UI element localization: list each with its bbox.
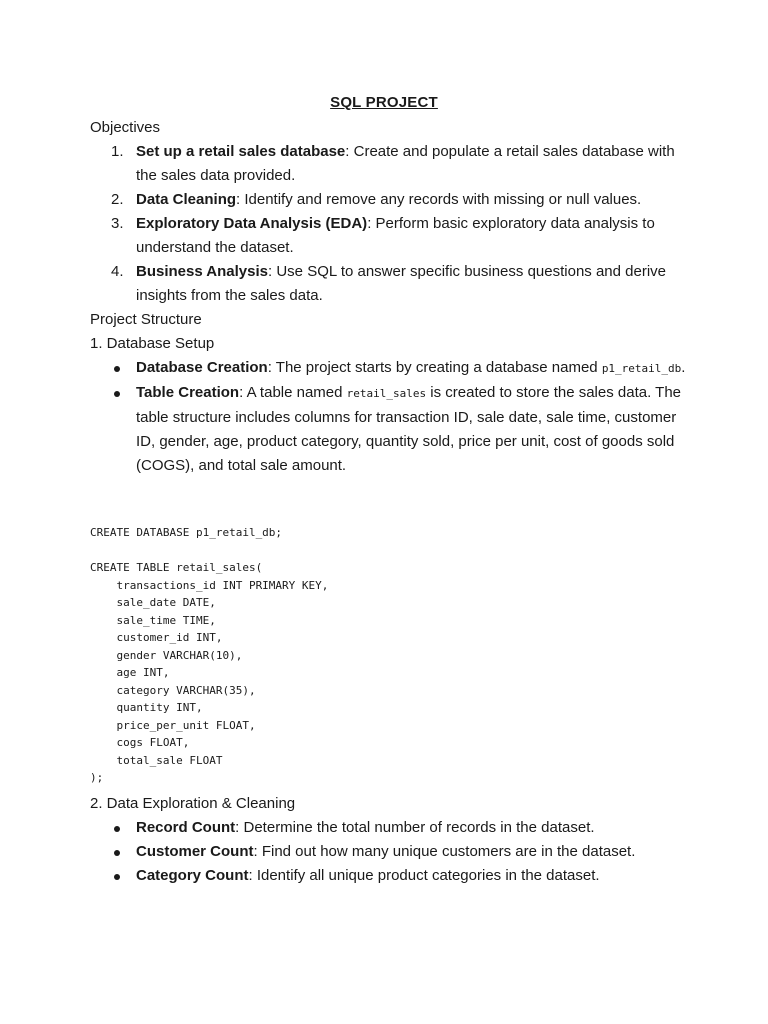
- inline-code: p1_retail_db: [601, 362, 682, 375]
- bullet-title: Table Creation: [136, 384, 240, 401]
- database-setup-list: [90, 356, 690, 478]
- objective-title: Exploratory Data Analysis (EDA): [136, 215, 368, 232]
- bullet-text: .: [681, 359, 686, 376]
- objective-text: : Identify and remove any records with missing or null values.: [236, 191, 642, 208]
- bullet-title: Customer Count: [136, 843, 254, 860]
- page-title: SQL PROJECT: [330, 94, 438, 111]
- bullet-icon: [114, 826, 120, 832]
- data-exploration-heading: 2. Data Exploration & Cleaning: [90, 795, 296, 812]
- project-structure-heading: Project Structure: [90, 311, 202, 328]
- bullet-item: [90, 356, 690, 381]
- objective-title: Set up a retail sales database: [136, 143, 346, 160]
- objective-title: Data Cleaning: [136, 191, 237, 208]
- bullet-text: : Determine the total number of records in the dataset.: [235, 819, 595, 836]
- list-number: 1.: [111, 143, 124, 160]
- sql-code-block: CREATE DATABASE p1_retail_db; CREATE TABLE retail_sales( transactions_id INT PRIMARY KEY, sale_date DATE, sale_time TIME, customer_id INT, gender VARCHAR(10), age INT, category VARCHAR(35), quantity INT, price_per_unit FLOAT, cogs FLOAT, total_sale FLOAT );: [90, 526, 329, 784]
- list-number: 3.: [111, 215, 124, 232]
- list-number: 2.: [111, 191, 124, 208]
- bullet-text: is created to store the sales data. The table structure includes columns for transaction ID, sale date, sale time, customer ID, gender, age, product category, quantity sold, price per unit, cost of goods sold (COGS), and total sale amount.: [136, 384, 682, 474]
- bullet-item: [90, 864, 690, 888]
- objective-text: : Create and populate a retail sales database with the sales data provided.: [136, 143, 675, 184]
- objective-item: [90, 260, 690, 308]
- bullet-title: Category Count: [136, 867, 249, 884]
- objectives-list: [90, 140, 690, 308]
- inline-code: retail_sales: [346, 387, 427, 400]
- objective-item: [90, 140, 690, 188]
- bullet-title: Database Creation: [136, 359, 268, 376]
- bullet-text: : The project starts by creating a database named: [267, 359, 602, 376]
- bullet-item: [90, 840, 690, 864]
- objective-item: [90, 188, 690, 212]
- data-exploration-list: [90, 816, 690, 888]
- bullet-icon: [114, 850, 120, 856]
- list-number: 4.: [111, 263, 124, 280]
- bullet-item: [90, 816, 690, 840]
- objective-text: : Use SQL to answer specific business questions and derive insights from the sales data.: [136, 263, 666, 304]
- bullet-icon: [114, 366, 120, 372]
- objective-title: Business Analysis: [136, 263, 269, 280]
- bullet-text: : Identify all unique product categories in the dataset.: [248, 867, 600, 884]
- bullet-title: Record Count: [136, 819, 236, 836]
- bullet-item: [90, 381, 690, 478]
- bullet-icon: [114, 874, 120, 880]
- bullet-icon: [114, 391, 120, 397]
- objective-item: [90, 212, 690, 260]
- bullet-text: : Find out how many unique customers are in the dataset.: [253, 843, 636, 860]
- objectives-heading: Objectives: [90, 119, 161, 136]
- bullet-text: : A table named: [239, 384, 347, 401]
- database-setup-heading: 1. Database Setup: [90, 335, 215, 352]
- objective-text: : Perform basic exploratory data analysis to understand the dataset.: [136, 215, 655, 256]
